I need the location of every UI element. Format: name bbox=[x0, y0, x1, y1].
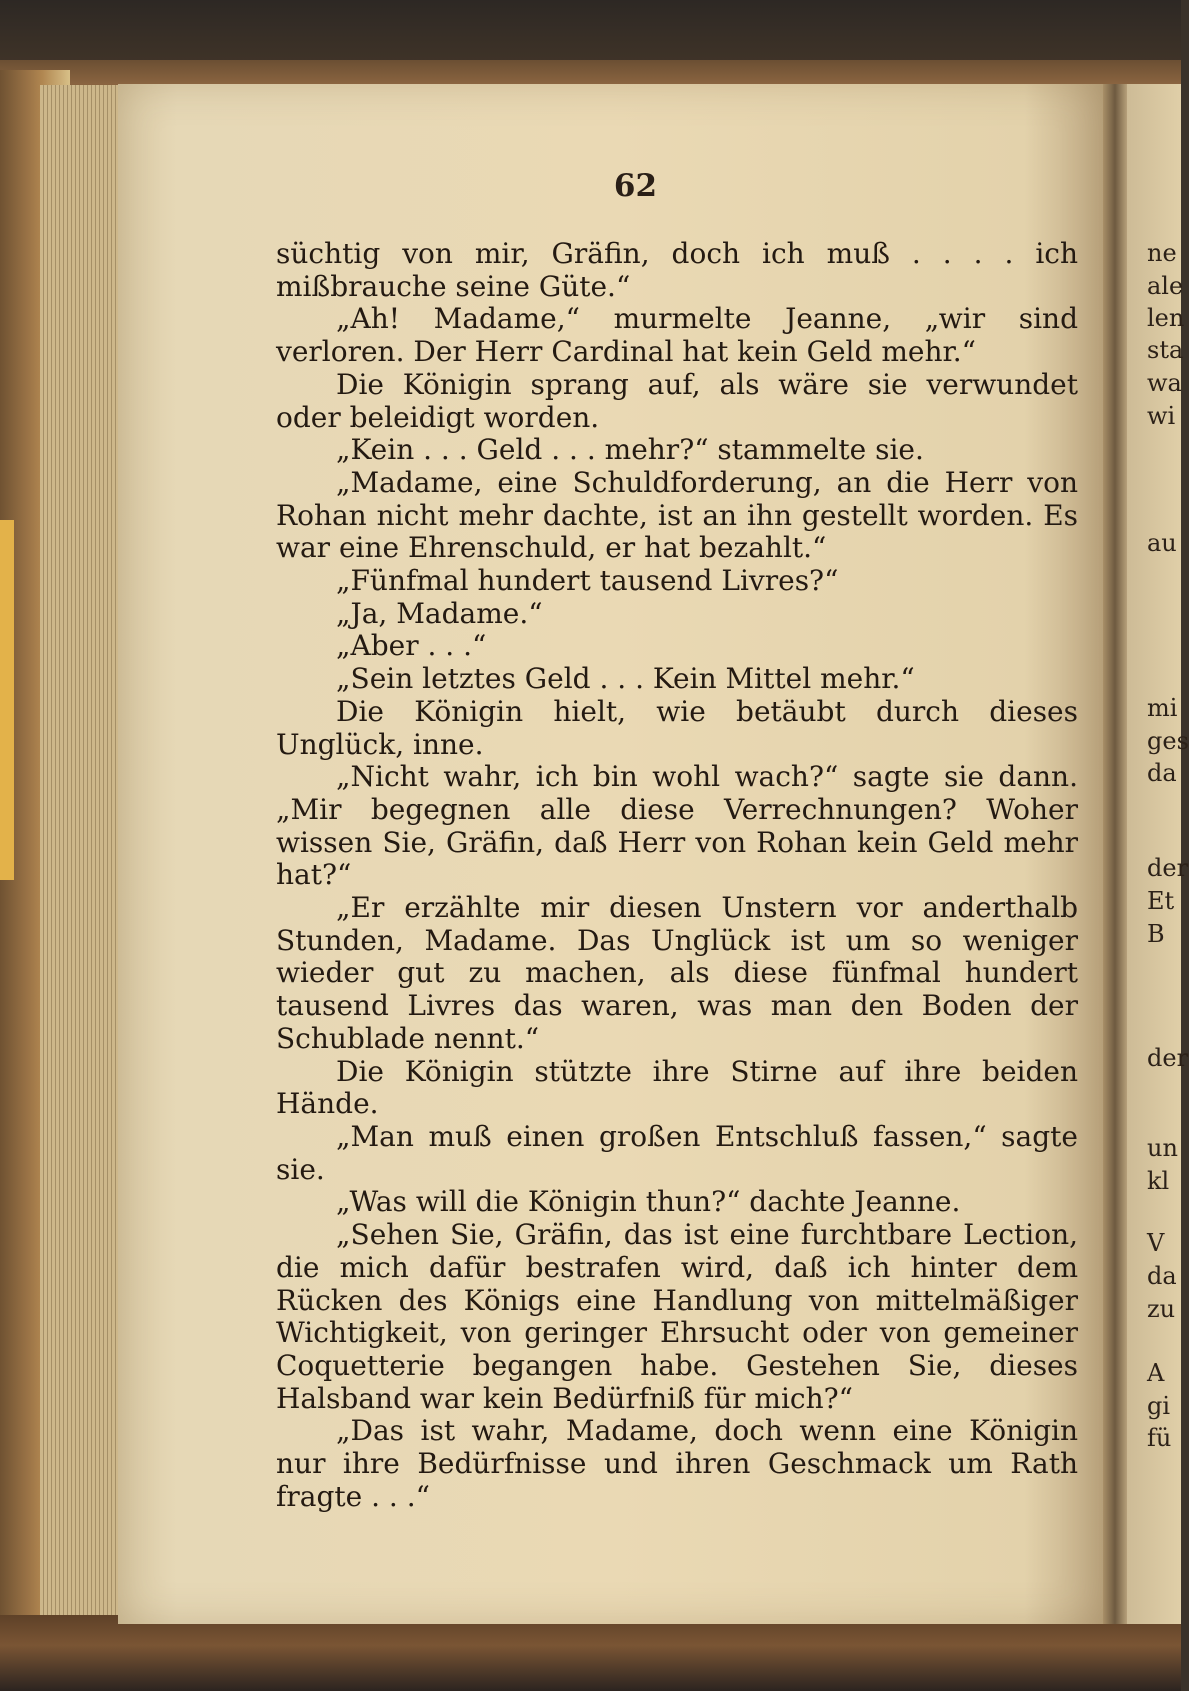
paragraph: „Kein . . . Geld . . . mehr?“ stammelte sie. bbox=[336, 433, 924, 467]
page-stack-edges bbox=[40, 85, 125, 1615]
page-edge-marker bbox=[0, 520, 14, 880]
facing-page-text: A bbox=[1147, 1359, 1165, 1387]
facing-page-text: ale bbox=[1147, 272, 1184, 300]
facing-page-text: ne bbox=[1147, 239, 1177, 267]
facing-page-text: kl bbox=[1147, 1167, 1170, 1195]
paragraph: „Ja, Madame.“ bbox=[336, 596, 543, 630]
facing-page-text: V bbox=[1147, 1229, 1165, 1257]
book-gutter bbox=[1103, 84, 1127, 1624]
facing-page-fragment bbox=[1127, 84, 1189, 1624]
body-text bbox=[276, 237, 1078, 1513]
facing-page-text: gi bbox=[1147, 1392, 1171, 1420]
facing-page-text: mi bbox=[1147, 694, 1178, 722]
facing-page-text: fü bbox=[1147, 1424, 1172, 1452]
facing-page-text: ges bbox=[1147, 727, 1189, 755]
paragraph: „Ah! Madame,“ murmelte Jeanne, „wir sind verloren. Der Herr Cardinal hat kein Geld mehr.“ bbox=[276, 302, 1078, 369]
paragraph: Die Königin hielt, wie betäubt durch dieses Unglück, inne. bbox=[276, 694, 1078, 761]
facing-page-text: zu bbox=[1147, 1295, 1176, 1323]
facing-page-text: Et bbox=[1147, 887, 1175, 915]
facing-page-text: da bbox=[1147, 759, 1177, 787]
paragraph: „Madame, eine Schuldforderung, an die Herr von Rohan nicht mehr dachte, ist an ihn gestellt worden. Es war eine Ehrenschuld, er hat bezahlt.“ bbox=[276, 465, 1078, 565]
facing-page-text: au bbox=[1147, 529, 1177, 557]
facing-page-text: da bbox=[1147, 1262, 1177, 1290]
paragraph: „Fünfmal hundert tausend Livres?“ bbox=[336, 564, 839, 598]
paragraph: Die Königin sprang auf, als wäre sie verwundet oder beleidigt worden. bbox=[276, 367, 1078, 434]
facing-page-text: wa bbox=[1147, 369, 1182, 397]
facing-page-text: B bbox=[1147, 920, 1165, 948]
paragraph: „Aber . . .“ bbox=[336, 629, 487, 663]
paragraph: „Er erzählte mir diesen Unstern vor anderthalb Stunden, Madame. Das Unglück ist um so weniger wieder gut zu machen, als diese fünfmal hundert tausend Livres das waren, was man den Boden der Schublade nennt.“ bbox=[276, 891, 1078, 1055]
page-number: 62 bbox=[613, 168, 658, 204]
paragraph: süchtig von mir, Gräfin, doch ich muß . . . . ich mißbrauche seine Güte.“ bbox=[276, 237, 1078, 303]
facing-page-text: len bbox=[1147, 304, 1185, 332]
facing-page-text: un bbox=[1147, 1134, 1178, 1162]
paragraph: „Sein letztes Geld . . . Kein Mittel mehr.“ bbox=[336, 662, 915, 696]
paragraph: Die Königin stützte ihre Stirne auf ihre beiden Hände. bbox=[276, 1054, 1078, 1121]
facing-page-text: wi bbox=[1147, 402, 1176, 430]
facing-page-text: der bbox=[1147, 1044, 1189, 1072]
facing-page-text: sta bbox=[1147, 336, 1184, 364]
paragraph: „Nicht wahr, ich bin wohl wach?“ sagte sie dann. „Mir begegnen alle diese Verrechnungen? Woher wissen Sie, Gräfin, daß Herr von Rohan kein Geld mehr hat?“ bbox=[276, 760, 1078, 892]
paragraph: „Sehen Sie, Gräfin, das ist eine furchtbare Lection, die mich dafür bestrafen wird, daß ich hinter dem Rücken des Königs eine Handlung von mittelmäßiger Wichtigkeit, von geringer Ehrsucht oder von gemeiner Coquetterie begangen habe. Gestehen Sie, dieses Halsband war kein Bedürfniß für mich?“ bbox=[276, 1218, 1078, 1415]
paragraph: „Das ist wahr, Madame, doch wenn eine Königin nur ihre Bedürfnisse und ihren Geschmack um Rath fragte . . .“ bbox=[276, 1414, 1078, 1513]
paragraph: „Man muß einen großen Entschluß fassen,“ sagte sie. bbox=[276, 1119, 1078, 1186]
facing-page-text: der bbox=[1147, 854, 1189, 882]
book-cover-bottom-edge bbox=[0, 1615, 1181, 1691]
paragraph: „Was will die Königin thun?“ dachte Jeanne. bbox=[336, 1185, 961, 1219]
